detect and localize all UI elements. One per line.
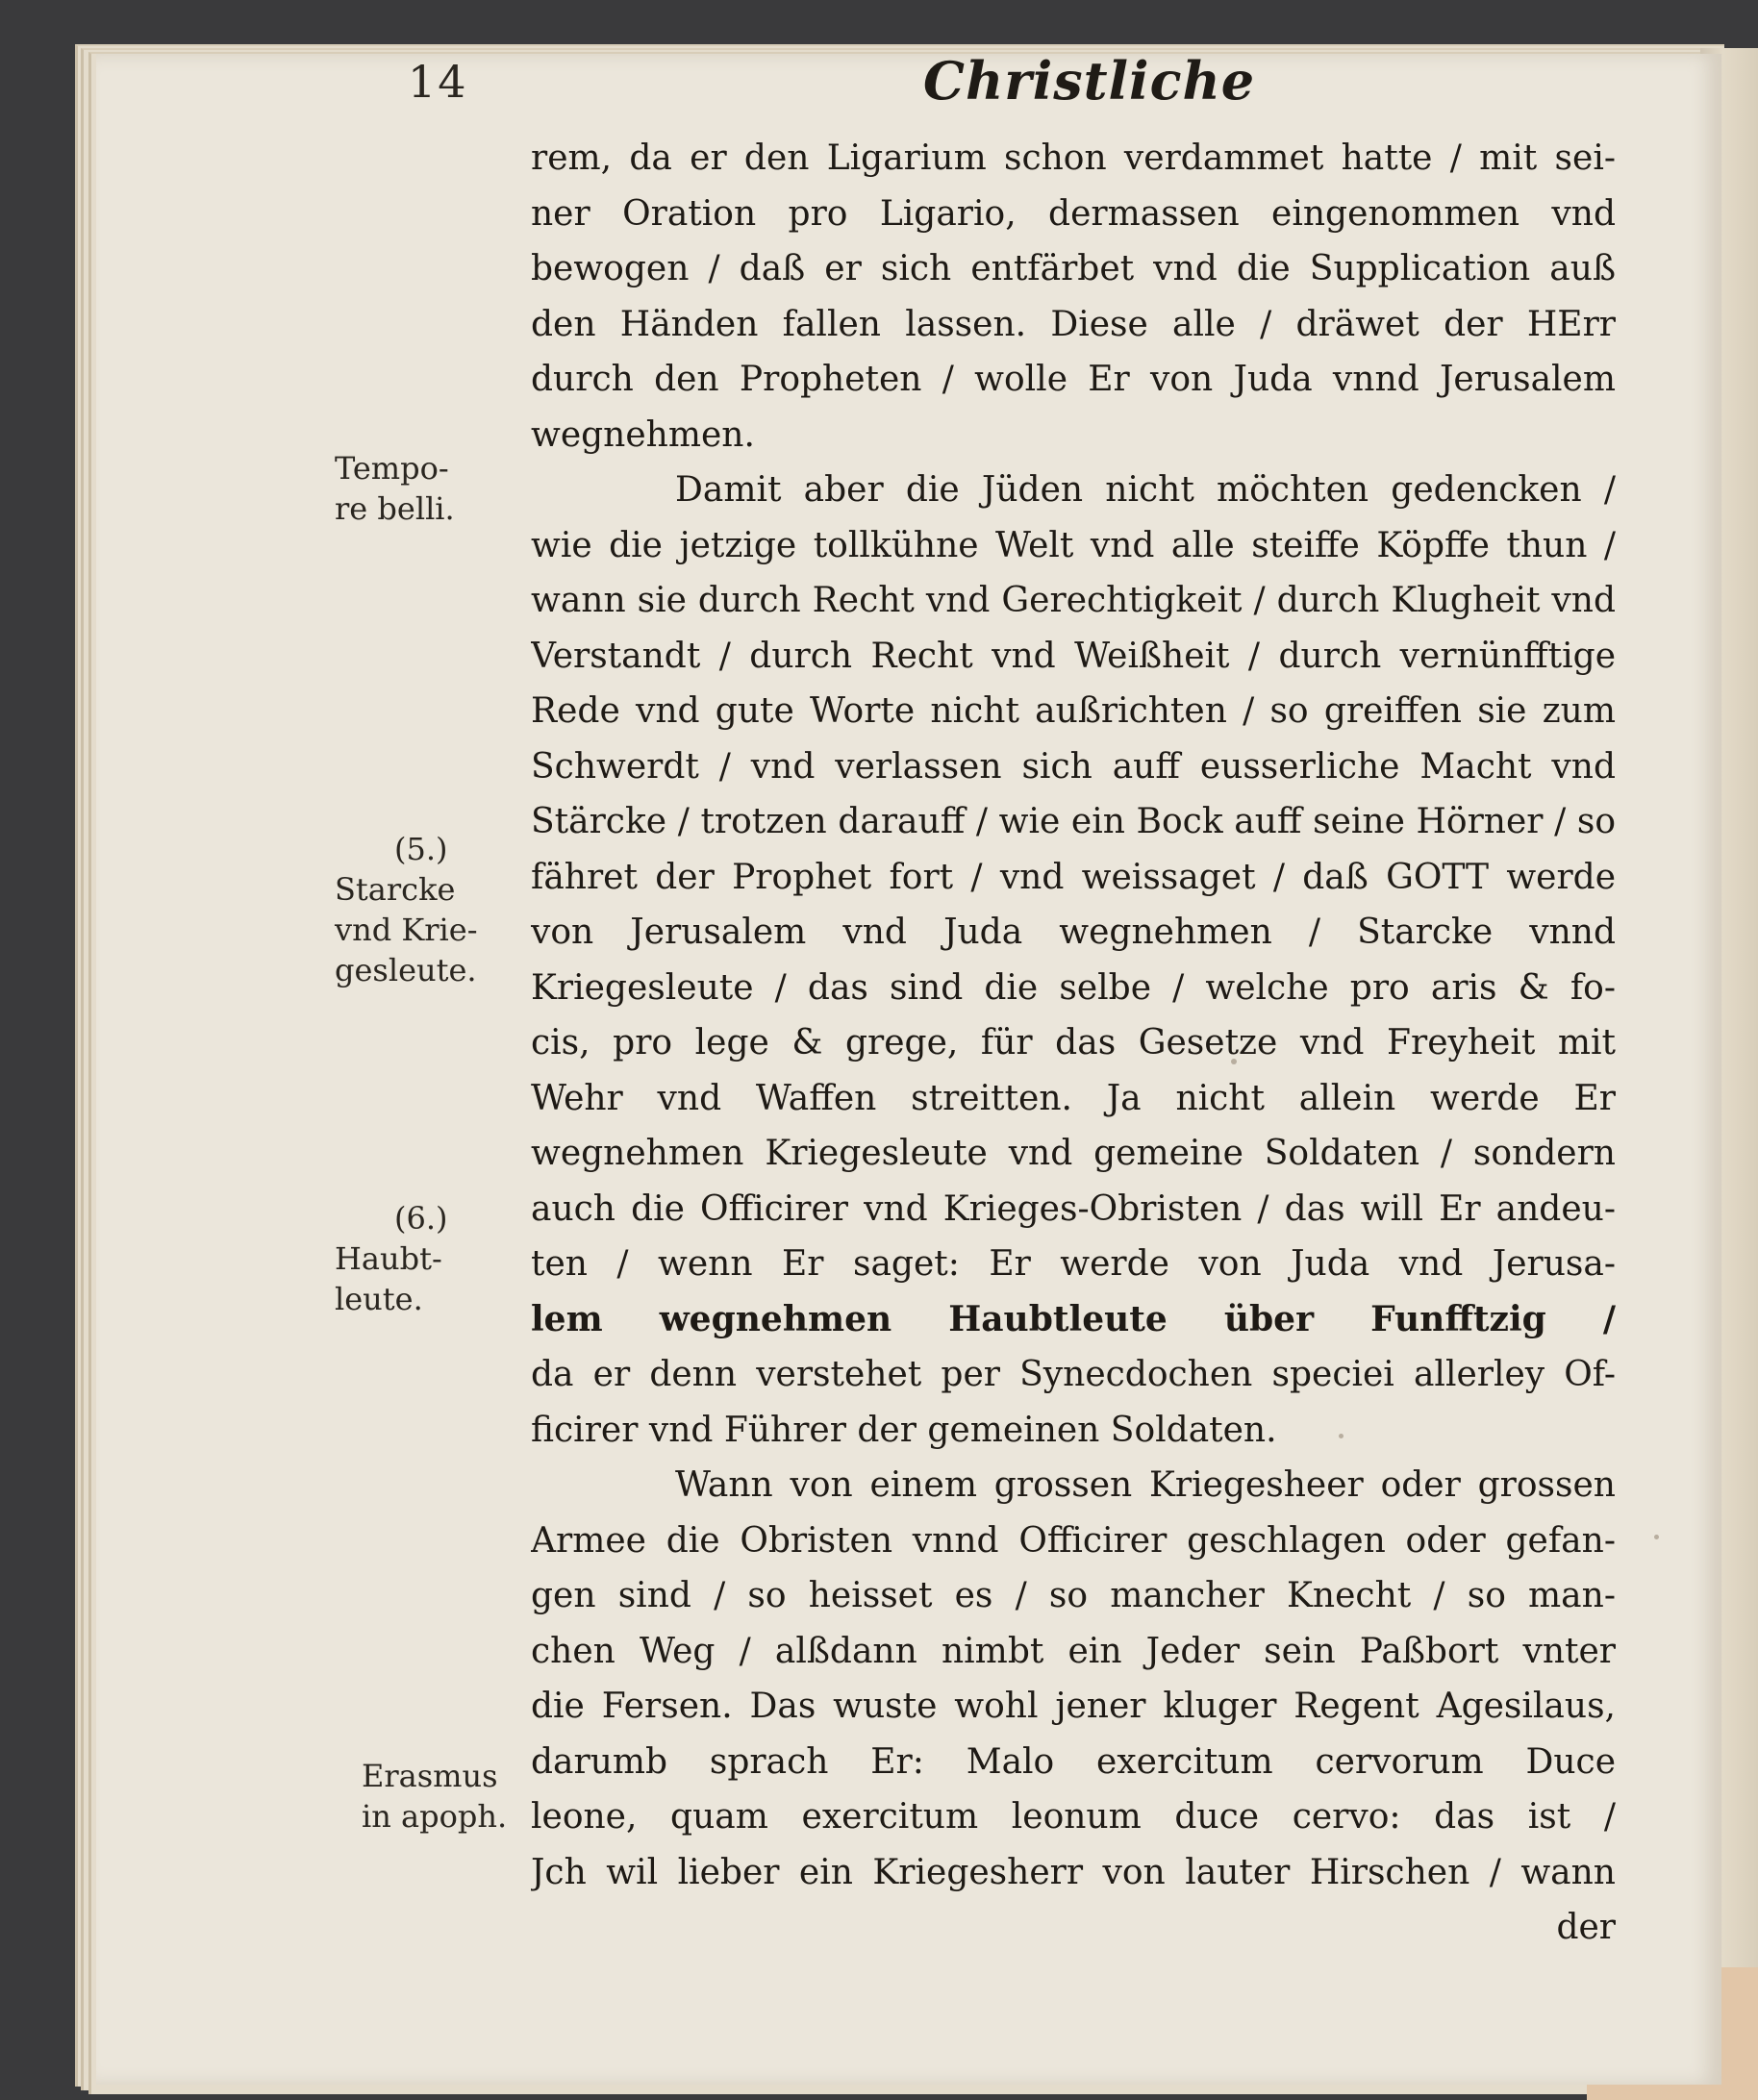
main-text-block [531, 131, 1616, 1956]
margin-note-erasmus [335, 1756, 508, 1837]
text-line: die Fersen. Das wuste wohl jener kluger Regent Agesilaus, [531, 1687, 1616, 1726]
text-line: Kriegesleute / das sind die selbe / welche pro aris & fo- [531, 967, 1616, 1008]
text-line: ner Oration pro Ligario, dermassen eingenommen vnd [531, 193, 1616, 234]
text-line: Wehr vnd Waffen streitten. Ja nicht allein werde Er [531, 1078, 1616, 1118]
text-line: lem wegnehmen Haubtleute über Funfftzig / [531, 1298, 1616, 1339]
text-line: ficirer vnd Führer der gemeinen Soldaten. [531, 1410, 1277, 1450]
margin-note-line: in apoph. [362, 1798, 508, 1835]
page-number: 14 [408, 56, 468, 108]
margin-note-line: Tempo- [335, 450, 449, 487]
text-line: Damit aber die Jüden nicht möchten gedencken / [675, 470, 1616, 510]
text-line: wegnehmen. [531, 414, 755, 455]
text-line: Jch wil lieber ein Kriegesherr von lauter Hirschen / wann [531, 1852, 1616, 1892]
margin-note-haubtleute [335, 1198, 508, 1319]
margin-note-line: (5.) [394, 831, 448, 867]
margin-note-line: Haubt- [335, 1240, 442, 1277]
text-line: Armee die Obristen vnnd Officirer geschlagen oder gefan- [531, 1520, 1616, 1561]
text-line: Rede vnd gute Worte nicht außrichten / so greiffen sie zum [531, 691, 1616, 731]
margin-note-line: (6.) [394, 1200, 448, 1237]
margin-note-tempore-belli [335, 448, 508, 529]
text-line: Schwerdt / vnd verlassen sich auff eusserliche Macht vnd [531, 746, 1616, 787]
text-line: von Jerusalem vnd Juda wegnehmen / Starcke vnnd [531, 912, 1616, 952]
catchword: der [1556, 1908, 1616, 1947]
text-line: bewogen / daß er sich entfärbet vnd die Supplication auß [531, 249, 1616, 288]
text-line: gen sind / so heisset es / so mancher Knecht / so man- [531, 1576, 1616, 1615]
text-line: Wann von einem grossen Kriegesheer oder grossen [675, 1465, 1616, 1505]
margin-note-line: re belli. [335, 490, 455, 527]
text-line: rem, da er den Ligarium schon verdammet hatte / mit sei- [531, 138, 1616, 178]
text-line: wegnehmen Kriegesleute vnd gemeine Soldaten / sondern [531, 1134, 1616, 1173]
margin-note-line: leute. [335, 1281, 423, 1317]
margin-note-line: gesleute. [335, 952, 477, 988]
running-head [0, 50, 1758, 123]
text-line: durch den Propheten / wolle Er von Juda vnnd Jerusalem [531, 360, 1616, 399]
margin-note-line: vnd Krie- [335, 912, 478, 948]
text-line: leone, quam exercitum leonum duce cervo: das ist / [531, 1797, 1616, 1837]
margin-note-starcke [335, 829, 508, 990]
text-line: ten / wenn Er saget: Er werde von Juda vnd Jerusa- [531, 1244, 1616, 1284]
paper-speck [1654, 1535, 1659, 1539]
running-title: Christliche [923, 50, 1256, 112]
text-line: cis, pro lege & grege, für das Gesetze vnd Freyheit mit [531, 1023, 1616, 1062]
text-line: da er denn verstehet per Synecdochen speciei allerley Of- [531, 1355, 1616, 1394]
text-line: wie die jetzige tollkühne Welt vnd alle steiffe Köpffe thun / [531, 525, 1616, 565]
text-line: fähret der Prophet fort / vnd weissaget / daß GOTT werde [531, 857, 1616, 897]
margin-note-line: Starcke [335, 871, 456, 908]
text-line: wann sie durch Recht vnd Gerechtigkeit / durch Klugheit vnd [531, 581, 1616, 620]
text-line: chen Weg / alßdann nimbt ein Jeder sein Paßbort vnter [531, 1631, 1616, 1671]
text-line: Stärcke / trotzen darauff / wie ein Bock auff seine Hörner / so [531, 802, 1616, 841]
text-line: darumb sprach Er: Malo exercitum cervorum Duce [531, 1741, 1616, 1782]
text-line: Verstandt / durch Recht vnd Weißheit / durch vernünfftige [531, 636, 1616, 676]
text-line: den Händen fallen lassen. Diese alle / dräwet der HErr [531, 304, 1616, 344]
text-line: auch die Officirer vnd Krieges-Obristen / das will Er andeu- [531, 1188, 1616, 1229]
margin-note-line: Erasmus [362, 1758, 498, 1794]
